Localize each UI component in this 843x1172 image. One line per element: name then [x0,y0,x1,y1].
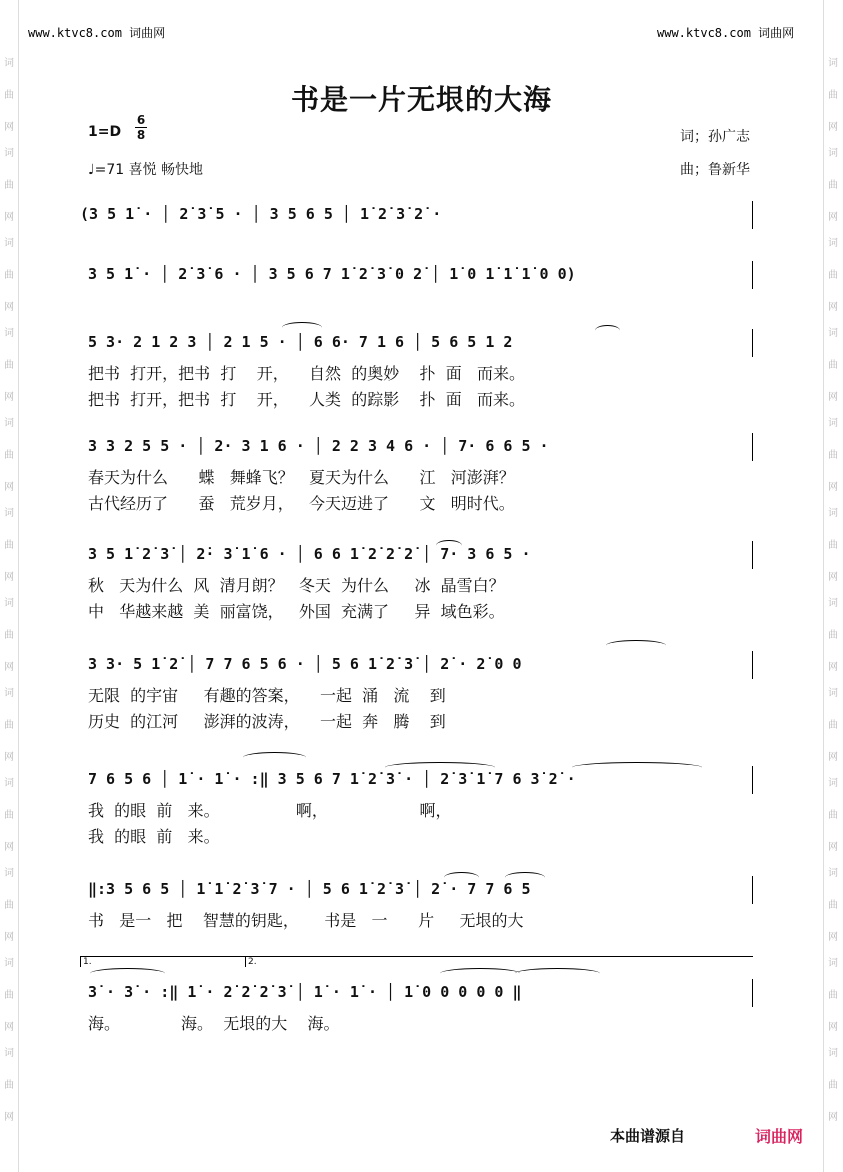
watermark-char: 网 [4,302,14,313]
watermark-char: 曲 [828,90,838,101]
watermark-char: 词 [828,418,838,429]
notation-row: (3 5 1̇ · │ 2̇ 3̇ 5 · │ 3 5 6 5 │ 1̇ 2̇ 3̇ 2̇ · [80,205,442,223]
watermark-column-right [823,0,842,1172]
time-signature-top: 6 [136,113,146,127]
site-logo: 词曲网 [755,1127,804,1146]
watermark-char: 曲 [4,450,14,461]
watermark-char: 词 [4,778,14,789]
watermark-char: 曲 [828,360,838,371]
watermark-char: 网 [828,212,838,223]
lyric-line-1: 春天为什么 蝶 舞蜂飞？ 夏天为什么 江 河澎湃？ [88,468,515,487]
tempo-marking: ♩=71 喜悦 畅快地 [88,162,204,178]
lyric-line-1: 秋 天为什么 风 清月朗？ 冬天 为什么 冰 晶雪白？ [88,576,505,595]
watermark-char: 词 [4,688,14,699]
slur-arc [606,640,666,651]
watermark-char: 网 [828,1022,838,1033]
watermark-char: 词 [828,688,838,699]
source-label: 本曲谱源自 [610,1127,686,1145]
watermark-char: 词 [828,958,838,969]
watermark-char: 词 [4,868,14,879]
watermark-char: 词 [4,328,14,339]
watermark-char: 网 [828,842,838,853]
lyric-line-2: 历史 的江河 澎湃的波涛， 一起 奔 腾 到 [88,712,446,731]
watermark-char: 网 [4,662,14,673]
slur-arc [444,872,479,883]
watermark-char: 曲 [828,1080,838,1091]
watermark-char: 词 [828,148,838,159]
barline [752,766,753,794]
lyric-line-1: 无限 的宇宙 有趣的答案， 一起 涌 流 到 [88,686,446,705]
quarter-note-icon: ♩ [88,162,95,178]
watermark-char: 网 [828,122,838,133]
watermark-char: 网 [828,302,838,313]
watermark-char: 曲 [828,990,838,1001]
watermark-char: 词 [4,238,14,249]
watermark-char: 曲 [4,630,14,641]
notation-row: 3 5 1̇ 2̇ 3̇ │ 2̇· 3̇ 1̇ 6 · │ 6 6 1̇ 2̇ 2̇ 2̇ │ 7· 3 6 5 · [88,545,531,563]
watermark-char: 网 [4,1112,14,1123]
watermark-char: 词 [4,58,14,69]
lyric-line-2: 我 的眼 前 来。 [88,827,220,846]
composer-credit: 曲；鲁新华 [680,162,750,178]
watermark-char: 曲 [828,270,838,281]
watermark-char: 词 [4,598,14,609]
watermark-char: 网 [4,212,14,223]
barline [752,979,753,1007]
watermark-char: 曲 [4,360,14,371]
watermark-char: 曲 [4,720,14,731]
watermark-char: 网 [828,1112,838,1123]
watermark-char: 词 [828,328,838,339]
time-signature [135,114,147,141]
watermark-char: 词 [4,148,14,159]
watermark-column-left [0,0,19,1172]
watermark-char: 词 [828,508,838,519]
watermark-char: 网 [828,752,838,763]
slur-arc [440,968,520,979]
watermark-char: 网 [828,662,838,673]
watermark-char: 网 [4,932,14,943]
watermark-char: 曲 [828,630,838,641]
key-signature: 1=D [88,124,122,140]
barline [752,261,753,289]
watermark-char: 词 [4,418,14,429]
volta-bracket-1: 1. [80,956,245,967]
lyric-line-1: 我 的眼 前 来。 啊， 啊， [88,801,452,820]
watermark-char: 词 [4,508,14,519]
barline [752,433,753,461]
watermark-char: 词 [828,778,838,789]
notation-row: 5 3· 2 1 2 3 │ 2 1 5 · │ 6 6· 7 1 6 │ 5 6 5 1 2 [88,333,513,351]
watermark-char: 曲 [4,1080,14,1091]
notation-row: 3 3 2 5 5 · │ 2· 3 1 6 · │ 2 2 3 4 6 · │ 7· 6 6 5 · [88,437,549,455]
watermark-char: 网 [4,752,14,763]
watermark-char: 曲 [4,90,14,101]
watermark-char: 词 [828,58,838,69]
notation-row: 7 6 5 6 │ 1̇ · 1̇ · :‖ 3 5 6 7 1̇ 2̇ 3̇ · │ 2̇ 3̇ 1̇ 7 6 3̇ 2̇ · [88,770,576,788]
watermark-char: 曲 [4,810,14,821]
notation-row: 3 5 1̇ · │ 2̇ 3̇ 6 · │ 3 5 6 7 1̇ 2̇ 3̇ 0 2̇ │ 1̇ 0 1̇ 1̇ 1̇ 0 0) [88,265,576,283]
watermark-char: 网 [828,572,838,583]
barline [752,329,753,357]
notation-row: ‖:3 5 6 5 │ 1̇ 1̇ 2̇ 3̇ 7 · │ 5 6 1̇ 2̇ 3̇ │ 2̇ · 7 7 6 5 [88,880,531,898]
slur-arc [595,325,620,336]
site-url-right: www.ktvc8.com 词曲网 [657,26,795,40]
song-title: 书是一片无垠的大海 [290,83,552,116]
watermark-char: 曲 [4,540,14,551]
slur-arc [243,752,306,763]
slur-arc [436,540,462,551]
watermark-char: 网 [4,572,14,583]
barline [752,541,753,569]
watermark-char: 词 [828,868,838,879]
watermark-char: 曲 [828,720,838,731]
notation-row: 3̇ · 3̇ · :‖ 1̇ · 2̇ 2̇ 2̇ 3̇ │ 1̇ · 1̇ · │ 1̇ 0 0 0 0 0 ‖ [88,983,522,1001]
watermark-char: 曲 [4,180,14,191]
watermark-char: 网 [828,392,838,403]
barline [752,876,753,904]
watermark-char: 网 [4,1022,14,1033]
watermark-char: 曲 [4,990,14,1001]
slur-arc [90,968,165,979]
watermark-char: 曲 [4,900,14,911]
barline [752,651,753,679]
lyric-line-1: 海。 海。 无垠的大 海。 [88,1014,340,1033]
watermark-char: 曲 [828,900,838,911]
notation-row: 3 3· 5 1̇ 2̇ │ 7 7 6 5 6 · │ 5 6 1̇ 2̇ 3̇ │ 2̇ · 2̇ 0 0 [88,655,522,673]
watermark-char: 词 [828,598,838,609]
watermark-char: 词 [828,238,838,249]
watermark-char: 词 [4,1048,14,1059]
slur-arc [505,872,545,883]
watermark-char: 曲 [4,270,14,281]
lyric-line-2: 古代经历了 蚕 荒岁月， 今天迈进了 文 明时代。 [88,494,515,513]
watermark-char: 曲 [828,450,838,461]
watermark-char: 词 [4,958,14,969]
watermark-char: 网 [4,122,14,133]
watermark-char: 曲 [828,180,838,191]
lyric-line-1: 把书 打开，把书 打 开， 自然 的奥妙 扑 面 而来。 [88,364,525,383]
slur-arc [385,762,495,773]
slur-arc [572,762,702,773]
watermark-char: 网 [828,932,838,943]
volta-bracket-2: 2. [245,956,753,967]
lyricist-credit: 词；孙广志 [680,129,750,145]
watermark-char: 词 [828,1048,838,1059]
watermark-char: 曲 [828,540,838,551]
watermark-char: 网 [828,482,838,493]
lyric-line-2: 中 华越来越 美 丽富饶， 外国 充满了 异 域色彩。 [88,602,505,621]
barline [752,201,753,229]
watermark-char: 网 [4,392,14,403]
time-signature-bottom: 8 [136,128,146,142]
watermark-char: 网 [4,482,14,493]
watermark-char: 曲 [828,810,838,821]
site-url-left: www.ktvc8.com 词曲网 [28,26,166,40]
lyric-line-2: 把书 打开，把书 打 开， 人类 的踪影 扑 面 而来。 [88,390,525,409]
lyric-line-1: 书 是一 把 智慧的钥匙， 书是 一 片 无垠的大 [88,911,524,930]
slur-arc [515,968,600,979]
watermark-char: 网 [4,842,14,853]
slur-arc [282,322,322,333]
